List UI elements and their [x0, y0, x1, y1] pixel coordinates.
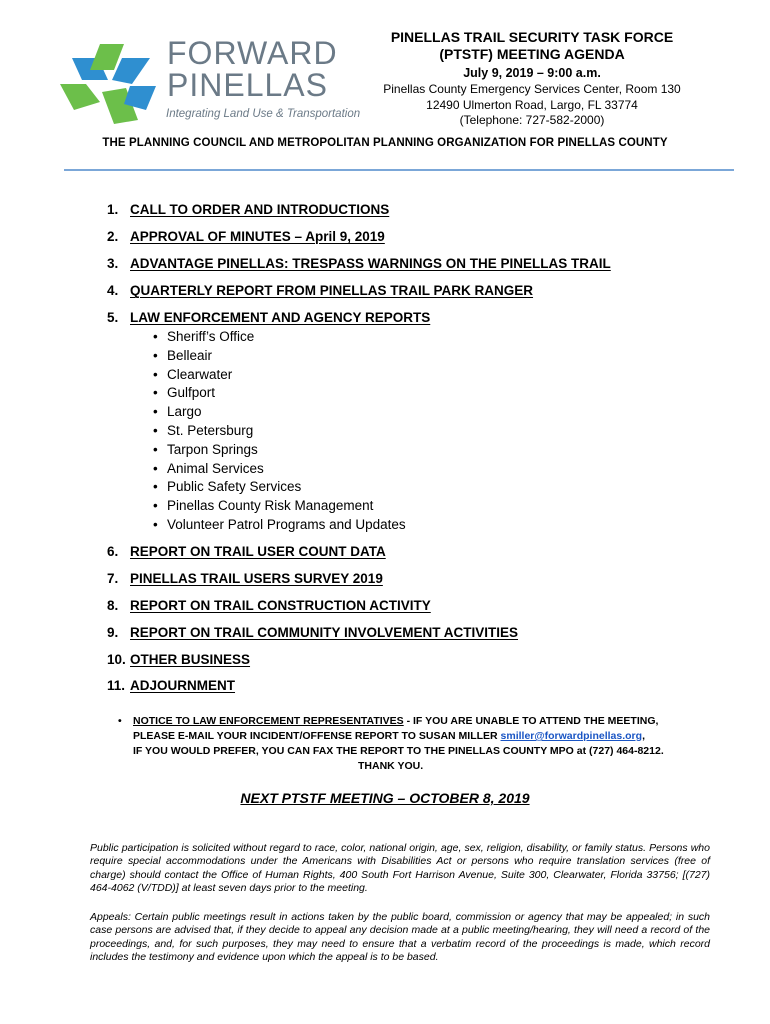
bullet-icon: •: [153, 404, 158, 419]
list-item: • Animal Services: [153, 461, 264, 476]
agenda-item: [107, 256, 611, 271]
public-participation-text: Public participation is solicited without regard to race, color, national origin, age, sex, religion, disability, or family status. Persons who require special accommodations under the Americans with Disabilities Act or persons who require translation services (free of charge) should contact the Office of Human Rights, 400 South Fort Harrison Avenue, Suite 300, Clearwater, Florida 33756; [(727) 464-4062 (V/TDD)] at least seven days prior to the meeting.: [90, 842, 710, 894]
agenda-label: ADVANTAGE PINELLAS: TRESPASS WARNINGS ON THE PINELLAS TRAIL: [130, 256, 611, 271]
bullet-icon: •: [153, 442, 158, 457]
notice-thanks: THANK YOU.: [358, 760, 424, 772]
bullet-icon: •: [153, 367, 158, 382]
bullet-icon: •: [153, 329, 158, 344]
agenda-num: 6.: [107, 544, 119, 559]
agenda-label: OTHER BUSINESS: [130, 652, 251, 667]
logo-word-forward: FORWARD: [167, 35, 338, 71]
email-link[interactable]: smiller@forwardpinellas.org: [500, 730, 643, 742]
appeals-text: Appeals: Certain public meetings result in actions taken by the public board, commission or agency that may be appealed; in such case persons are advised that, if they decide to appeal any decision made at a public meeting/hearing, they will need a record of the proceedings, and, for such purposes, they may need to ensure that a verbatim record of the proceedings is made, which record includes the testimony and evidence upon which the appeal is to be based.: [90, 911, 710, 963]
agenda-item: [107, 229, 385, 244]
notice-lead: NOTICE TO LAW ENFORCEMENT REPRESENTATIVES: [133, 715, 404, 727]
list-item: • Pinellas County Risk Management: [153, 498, 374, 513]
list-item: • Sheriff’s Office: [153, 329, 255, 344]
agenda-label: ADJOURNMENT: [130, 678, 236, 693]
agenda-label: REPORT ON TRAIL COMMUNITY INVOLVEMENT ACTIVITIES: [130, 625, 519, 640]
list-item: • Gulfport: [153, 385, 216, 400]
list-item: • St. Petersburg: [153, 423, 254, 438]
agenda-num: 11.: [107, 678, 126, 693]
meeting-phone: (Telephone: 727-582-2000): [459, 113, 605, 127]
bullet-icon: •: [153, 348, 158, 363]
agenda-num: 4.: [107, 283, 119, 298]
agenda-label: REPORT ON TRAIL USER COUNT DATA: [130, 544, 386, 559]
meeting-address: 12490 Ulmerton Road, Largo, FL 33774: [426, 97, 638, 112]
list-item: • Largo: [153, 404, 202, 419]
agenda-label: APPROVAL OF MINUTES – April 9, 2019: [130, 229, 385, 244]
bullet-icon: •: [153, 498, 158, 513]
bullet-icon: •: [153, 385, 158, 400]
agenda-item: [107, 544, 386, 559]
forward-pinellas-logo: [60, 35, 361, 126]
bullet-icon: •: [153, 517, 158, 532]
next-meeting: NEXT PTSTF MEETING – OCTOBER 8, 2019: [240, 790, 530, 806]
title-line2: (PTSTF) MEETING AGENDA: [439, 46, 625, 62]
agenda-num: 2.: [107, 229, 119, 244]
agenda-item: [107, 283, 533, 298]
list-item: • Clearwater: [153, 367, 233, 382]
agenda-label: CALL TO ORDER AND INTRODUCTIONS: [130, 202, 390, 217]
agenda-num: 10.: [107, 652, 126, 667]
agenda-item: [107, 310, 430, 325]
logo-word-pinellas: PINELLAS: [167, 67, 328, 103]
agenda-label: LAW ENFORCEMENT AND AGENCY REPORTS: [130, 310, 431, 325]
council-heading: THE PLANNING COUNCIL AND METROPOLITAN PLANNING ORGANIZATION FOR PINELLAS COUNTY: [102, 137, 668, 149]
logo-tagline: Integrating Land Use & Transportation: [166, 108, 361, 120]
agenda-item: [107, 598, 431, 613]
divider: [64, 169, 734, 171]
agenda-item: [107, 678, 235, 693]
notice-fax-line: IF YOU WOULD PREFER, YOU CAN FAX THE REPORT TO THE PINELLAS COUNTY MPO at (727) 464-8212.: [133, 745, 664, 757]
agenda-item: [107, 571, 383, 586]
agenda-num: 3.: [107, 256, 119, 271]
meeting-date: July 9, 2019 – 9:00 a.m.: [463, 66, 601, 80]
bullet-icon: •: [153, 423, 158, 438]
agenda-num: 9.: [107, 625, 119, 640]
list-item: • Volunteer Patrol Programs and Updates: [153, 517, 406, 532]
agenda-num: 5.: [107, 310, 119, 325]
agenda-label: REPORT ON TRAIL CONSTRUCTION ACTIVITY: [130, 598, 431, 613]
bullet-icon: •: [153, 479, 158, 494]
list-item: • Public Safety Services: [153, 479, 302, 494]
agenda-item: [107, 625, 518, 640]
list-item: • Belleair: [153, 348, 213, 363]
agenda-item: [107, 652, 250, 667]
bullet-icon: •: [118, 715, 122, 727]
agenda-item: [107, 202, 389, 217]
agenda-num: 1.: [107, 202, 119, 217]
meeting-location: Pinellas County Emergency Services Center, Room 130: [383, 82, 681, 96]
bullet-icon: •: [153, 461, 158, 476]
meeting-header: [368, 29, 696, 129]
agenda-label: PINELLAS TRAIL USERS SURVEY 2019: [130, 571, 383, 586]
title-line1: PINELLAS TRAIL SECURITY TASK FORCE: [390, 29, 674, 45]
agenda-label: QUARTERLY REPORT FROM PINELLAS TRAIL PARK RANGER: [130, 283, 534, 298]
logo-mark-icon: [60, 40, 160, 128]
agenda-num: 8.: [107, 598, 119, 613]
list-item: • Tarpon Springs: [153, 442, 258, 457]
agenda-num: 7.: [107, 571, 119, 586]
